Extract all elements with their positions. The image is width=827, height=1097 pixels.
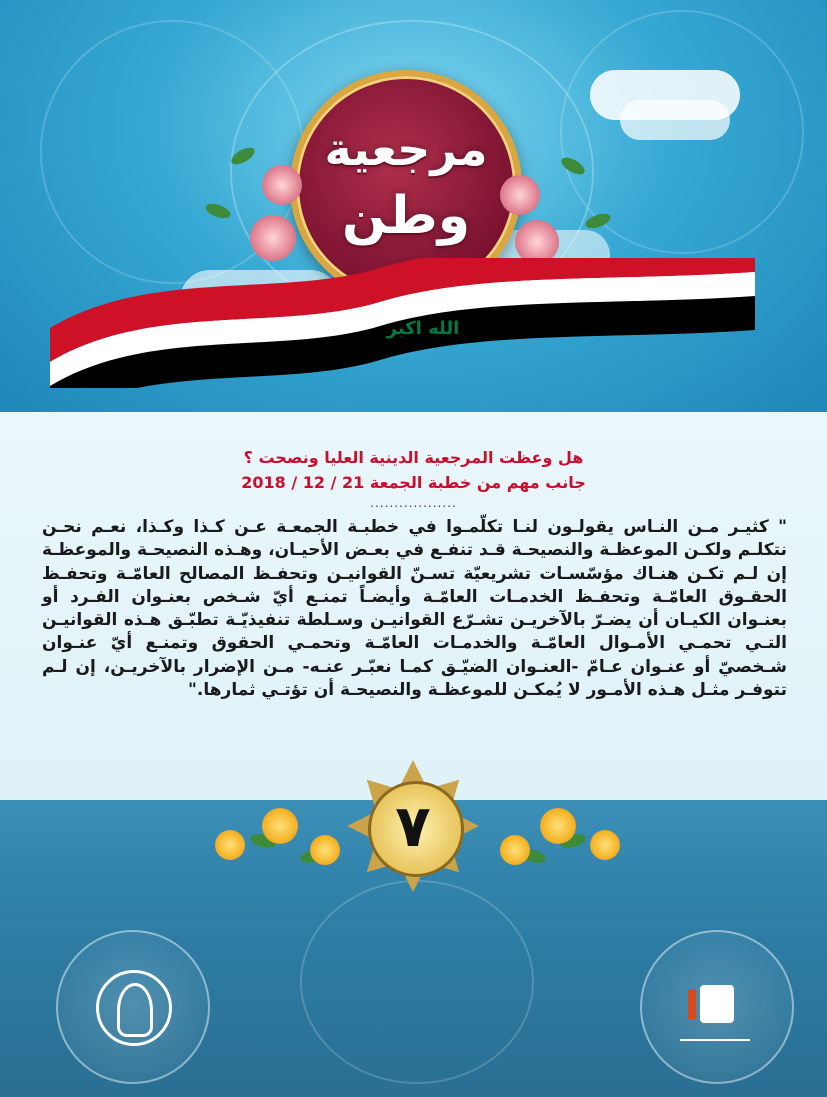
cloud [620,100,730,140]
dotted-divider: .................. [370,496,457,510]
title-line-1: مرجعية [324,122,488,176]
calligraphy-seal-icon [96,970,172,1046]
rose-icon [500,175,540,215]
rose-icon [250,215,296,261]
rose-icon [262,165,302,205]
yellow-flower-icon [215,830,245,860]
title-line-2: وطن [341,186,471,246]
yellow-flower-icon [590,830,620,860]
flag-takbir: الله اكبر [386,318,460,339]
yellow-flower-icon [310,835,340,865]
yellow-flower-icon [500,835,530,865]
episode-number: ٧ [395,792,431,860]
ornament-pattern-bottom [300,880,534,1084]
hand-emblem-icon [680,985,750,1045]
yellow-flower-icon [262,808,298,844]
sermon-date-line: جانب مهم من خطبة الجمعة 21 / 12 / 2018 [241,473,586,492]
question-heading: هل وعظت المرجعية الدينية العليا ونصحت ؟ [243,448,584,467]
yellow-flower-icon [540,808,576,844]
sermon-quote: " كثيـر مـن النـاس يقولـون لنـا تكلّمـوا في خطبـة الجمعـة عـن كـذا وكـذا، نعـم نحـن نتكلـم ولكـن الموعظـة والنصيحـة قـد تنفـع في بعـض الأحيـان، وهـذه النصيحـة والموعظـة إن لـم تكـن هنـاك مؤسّسـات تشريعيّة تسـنّ القوانيـن وتحفـظ المصالح العامّـة وتحفـظ الحقـوق العامّـة وتحفـظ الخدمـات العامّـة وأيضـاً تمنـع أيّ شـخص بعنـوان الفـرد أو بعنـوان الكيـان أن يضـرّ بالآخريـن تشـرّع القوانيـن وسـلطة تنفيذيّـة تطبّـق هـذه القوانيـن التـي تحمـي الأمـوال العامّـة والخدمـات العامّـة وتحمـي الحقوق وتمنـع أيّ عنـوان شـخصيّ أو عنـوان عـامّ -العنـوان الضيّـق كمـا نعبّـر عنـه- مـن الإضرار بالآخريـن، إن لـم تتوفـر مثـل هـذه الأمـور لا يُمكـن للموعظـة والنصيحـة أن تؤتـي ثمارها." [42,517,787,701]
